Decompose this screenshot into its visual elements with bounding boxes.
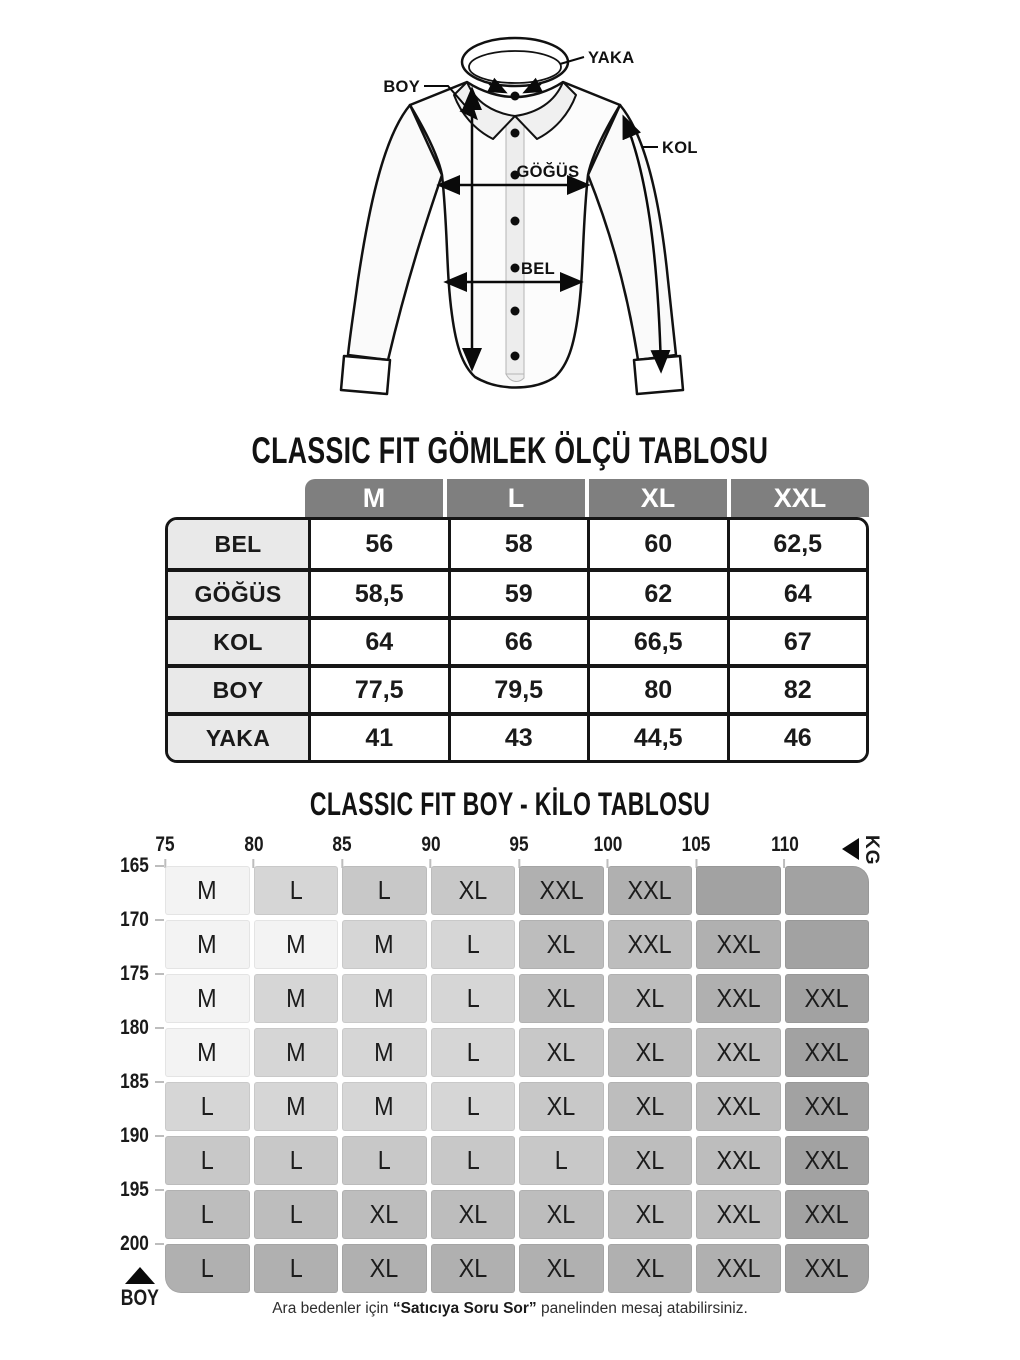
boy-tick (117, 908, 164, 932)
boy-tick-label: 175 (120, 962, 149, 985)
size-table (165, 479, 869, 763)
boy-tick-mark (155, 1135, 164, 1137)
size-row-label: KOL (168, 616, 308, 664)
fit-cell (608, 1136, 693, 1185)
fit-cell-size: L (466, 1091, 480, 1121)
fit-cell (431, 1028, 516, 1077)
size-col-header: M (305, 479, 443, 517)
kg-tick (419, 833, 442, 868)
fit-cell (608, 1082, 693, 1131)
fit-cell (165, 974, 250, 1023)
fit-cell-size: M (197, 1037, 217, 1067)
fit-cell-size: XXL (804, 1037, 849, 1067)
kg-axis-marker (842, 835, 882, 866)
fit-cell-size: L (200, 1199, 214, 1229)
size-value-cell: 77,5 (308, 664, 448, 712)
boy-axis (100, 854, 164, 1293)
boy-tick-label: 190 (120, 1124, 149, 1147)
fit-cell (696, 920, 781, 969)
fit-cell-size: M (374, 1037, 394, 1067)
fit-cell (696, 1028, 781, 1077)
fit-cell-size: M (285, 983, 306, 1013)
fit-cell (519, 1136, 604, 1185)
fit-cell (431, 1082, 516, 1131)
fit-cell-size: L (200, 1145, 214, 1175)
fit-cell-size: L (377, 875, 391, 905)
fit-cell (519, 1028, 604, 1077)
size-value-cell: 62,5 (727, 520, 867, 568)
fit-cell-size: M (197, 929, 217, 959)
fit-cell (608, 920, 693, 969)
fit-cell (165, 1136, 250, 1185)
fit-cell-size: L (289, 875, 303, 905)
size-value-cell: 60 (587, 520, 727, 568)
kg-tick-label: 105 (681, 833, 711, 856)
fit-cell-size: M (374, 929, 394, 959)
boy-tick-mark (155, 1081, 164, 1083)
size-value-cell: 79,5 (448, 664, 588, 712)
size-col-header: XXL (731, 479, 869, 517)
size-value-cell: 43 (448, 712, 588, 760)
boy-tick-mark (155, 1027, 164, 1029)
boy-label: BOY (383, 78, 420, 96)
boy-tick-mark (155, 919, 164, 921)
size-col-header: L (447, 479, 585, 517)
fit-cell (342, 1082, 427, 1131)
fit-cell (785, 1082, 870, 1131)
fit-cell-size: XXL (627, 875, 672, 905)
fit-cell-size: XL (635, 1091, 665, 1121)
fit-cell-size: XL (635, 1037, 665, 1067)
size-value-cell: 41 (308, 712, 448, 760)
boy-tick (117, 1124, 164, 1148)
fit-cell (696, 1082, 781, 1131)
size-value-cell: 58,5 (308, 568, 448, 616)
fit-cell (696, 1190, 781, 1239)
fit-cell (342, 1028, 427, 1077)
fit-cell (165, 1244, 250, 1293)
size-value-cell: 58 (448, 520, 588, 568)
fit-cell (519, 974, 604, 1023)
fit-cell-size: XL (546, 983, 576, 1013)
fit-cell (785, 1190, 870, 1239)
boy-tick (117, 1016, 164, 1040)
shirt-diagram (290, 20, 730, 430)
fit-cell-empty (785, 920, 870, 969)
shirt-placket (506, 116, 524, 374)
size-row-label: GÖĞÜS (168, 568, 308, 616)
fit-cell-size: XXL (627, 929, 672, 959)
fit-cell (254, 1244, 339, 1293)
fit-cell (165, 1190, 250, 1239)
gogus-label: GÖĞÜS (516, 163, 580, 181)
boy-tick-label: 165 (120, 854, 149, 877)
fit-cell-size: XL (369, 1199, 399, 1229)
fit-cell-size: XL (546, 1253, 576, 1283)
boy-tick-label: 195 (120, 1178, 149, 1201)
fit-cell-size: M (285, 1037, 306, 1067)
fit-cell-size: M (285, 929, 306, 959)
boy-tick-mark (155, 973, 164, 975)
fit-cell-size: XXL (716, 1145, 761, 1175)
size-value-cell: 67 (727, 616, 867, 664)
fit-cell-size: L (466, 983, 480, 1013)
fit-cell (254, 1028, 339, 1077)
boy-tick-label: 180 (120, 1016, 149, 1039)
fit-cell (519, 1244, 604, 1293)
kg-tick-label: 95 (509, 833, 529, 856)
size-value-cell: 44,5 (587, 712, 727, 760)
fit-cell-size: L (377, 1145, 391, 1175)
fit-cell (342, 866, 427, 915)
size-table-header-row (305, 479, 869, 517)
fit-cell-size: XL (635, 1199, 665, 1229)
fit-chart-title (0, 786, 1020, 823)
fit-cell-size: XL (546, 1037, 576, 1067)
kg-tick-label: 100 (593, 833, 622, 856)
fit-cell (431, 974, 516, 1023)
fit-cell (785, 1244, 870, 1293)
fit-cell (165, 866, 250, 915)
boy-tick-mark (155, 1243, 164, 1245)
fit-cell (608, 974, 693, 1023)
fit-cell-size: XXL (716, 929, 761, 959)
kg-tick (330, 833, 353, 868)
kg-tick-label: 90 (420, 833, 441, 856)
fit-cell (431, 866, 516, 915)
fit-cell-size: XL (458, 875, 488, 905)
kg-tick (507, 833, 530, 868)
fit-cell (608, 1244, 693, 1293)
size-value-cell: 46 (727, 712, 867, 760)
fit-cell (431, 1244, 516, 1293)
boy-tick-label: 200 (120, 1232, 149, 1255)
shirt-body (410, 82, 620, 388)
fit-cell (696, 974, 781, 1023)
fit-cell-empty (696, 866, 781, 915)
fit-cell (342, 1190, 427, 1239)
kg-tick (768, 833, 802, 868)
fit-cell (165, 1028, 250, 1077)
fit-cell (785, 1136, 870, 1185)
fit-cell (254, 974, 339, 1023)
fit-cell-size: XL (635, 1145, 665, 1175)
fit-cell (608, 1028, 693, 1077)
fit-cell-size: XXL (804, 1199, 849, 1229)
boy-tick-label: 185 (120, 1070, 149, 1093)
fit-cell (254, 1190, 339, 1239)
fit-cell-size: XL (546, 929, 576, 959)
boy-tick-mark (155, 865, 164, 867)
bel-label: BEL (521, 260, 555, 278)
size-value-cell: 59 (448, 568, 588, 616)
size-col-header: XL (589, 479, 727, 517)
fit-cell-size: L (200, 1253, 214, 1283)
kg-axis-label: KG (861, 835, 882, 866)
fit-cell (785, 1028, 870, 1077)
footer-note-bold: “Satıcıya Soru Sor” (392, 1300, 537, 1317)
size-value-cell: 62 (587, 568, 727, 616)
fit-cell-size: XXL (716, 1199, 761, 1229)
fit-cell (431, 920, 516, 969)
kg-tick-label: 80 (243, 833, 264, 856)
fit-cell-size: L (554, 1145, 568, 1175)
fit-cell-size: M (197, 875, 217, 905)
size-value-cell: 82 (727, 664, 867, 712)
fit-cell-size: L (289, 1199, 303, 1229)
fit-cell-size: XL (369, 1253, 399, 1283)
size-value-cell: 56 (308, 520, 448, 568)
fit-cell-size: M (374, 983, 394, 1013)
fit-cell-size: XXL (804, 1091, 849, 1121)
kg-tick (678, 833, 713, 868)
fit-cell-size: XXL (716, 1037, 761, 1067)
fit-cell (519, 866, 604, 915)
footer-note-suffix: panelinden mesaj atabilirsiniz. (536, 1300, 748, 1317)
fit-cell (608, 866, 693, 915)
kg-tick-label: 85 (332, 833, 352, 856)
fit-cell-size: XXL (804, 983, 849, 1013)
fit-cell-size: L (289, 1145, 303, 1175)
footer-note-prefix: Ara bedenler için (272, 1300, 393, 1317)
size-value-cell: 64 (727, 568, 867, 616)
fit-cell-size: M (285, 1091, 306, 1121)
kol-label: KOL (662, 139, 698, 157)
size-table-title-text: CLASSIC FIT GÖMLEK ÖLÇÜ TABLOSU (251, 430, 769, 471)
fit-cell (696, 1136, 781, 1185)
fit-cell-size: XXL (804, 1145, 849, 1175)
fit-cell (519, 1082, 604, 1131)
fit-cell (342, 1244, 427, 1293)
fit-chart-title-text: CLASSIC FIT BOY - KİLO TABLOSU (309, 786, 711, 822)
fit-cell-size: XL (635, 1253, 665, 1283)
boy-tick-mark (155, 1189, 164, 1191)
fit-cell-size: XL (458, 1199, 488, 1229)
fit-cell (165, 1082, 250, 1131)
kg-tick (590, 833, 625, 868)
fit-cell-size: XL (546, 1091, 576, 1121)
size-row-label: BOY (168, 664, 308, 712)
size-value-cell: 66,5 (587, 616, 727, 664)
yaka-label: YAKA (588, 49, 635, 67)
boy-tick (117, 1178, 164, 1202)
boy-tick (117, 1070, 164, 1094)
kg-tick-label: 110 (770, 833, 799, 856)
boy-arrow-icon (125, 1267, 155, 1284)
fit-cell-size: L (466, 1145, 480, 1175)
fit-cell (785, 974, 870, 1023)
fit-cell (519, 1190, 604, 1239)
fit-cell (431, 1190, 516, 1239)
fit-cell (342, 1136, 427, 1185)
fit-cell-size: XXL (716, 1253, 761, 1283)
fit-cell (519, 920, 604, 969)
fit-cell-size: M (374, 1091, 394, 1121)
fit-cell-size: XL (546, 1199, 576, 1229)
footer-note (0, 1300, 1020, 1318)
fit-cell-size: XXL (804, 1253, 849, 1283)
boy-axis-label: BOY (120, 1285, 160, 1310)
fit-cell-size: M (197, 983, 217, 1013)
kg-arrow-icon (842, 838, 859, 860)
size-table-body (165, 517, 869, 763)
fit-cell-size: L (466, 929, 480, 959)
fit-cell (342, 974, 427, 1023)
size-row-label: BEL (168, 520, 308, 568)
size-value-cell: 64 (308, 616, 448, 664)
fit-cell (696, 1244, 781, 1293)
fit-cell-size: L (200, 1091, 214, 1121)
fit-cell (254, 920, 339, 969)
fit-cell-size: XXL (716, 983, 761, 1013)
fit-cell (342, 920, 427, 969)
fit-cell-size: L (289, 1253, 303, 1283)
size-row-label: YAKA (168, 712, 308, 760)
boy-tick (117, 962, 164, 986)
fit-cell-size: L (466, 1037, 480, 1067)
kg-axis (155, 833, 869, 865)
fit-cell (165, 920, 250, 969)
boy-tick (117, 854, 164, 878)
fit-cell (431, 1136, 516, 1185)
boy-tick-label: 170 (120, 908, 149, 931)
fit-cell-size: XL (635, 983, 665, 1013)
fit-cell-size: XL (458, 1253, 488, 1283)
fit-cell-size: XXL (716, 1091, 761, 1121)
fit-grid (165, 866, 869, 1293)
kg-tick (242, 833, 265, 868)
fit-cell (254, 866, 339, 915)
fit-cell (254, 1082, 339, 1131)
fit-cell (254, 1136, 339, 1185)
size-value-cell: 66 (448, 616, 588, 664)
size-table-title (0, 430, 1020, 472)
kg-tick-label: 75 (155, 833, 175, 856)
fit-cell (608, 1190, 693, 1239)
boy-tick (117, 1232, 164, 1256)
fit-cell-size: XXL (539, 875, 584, 905)
fit-cell-empty (785, 866, 870, 915)
size-value-cell: 80 (587, 664, 727, 712)
